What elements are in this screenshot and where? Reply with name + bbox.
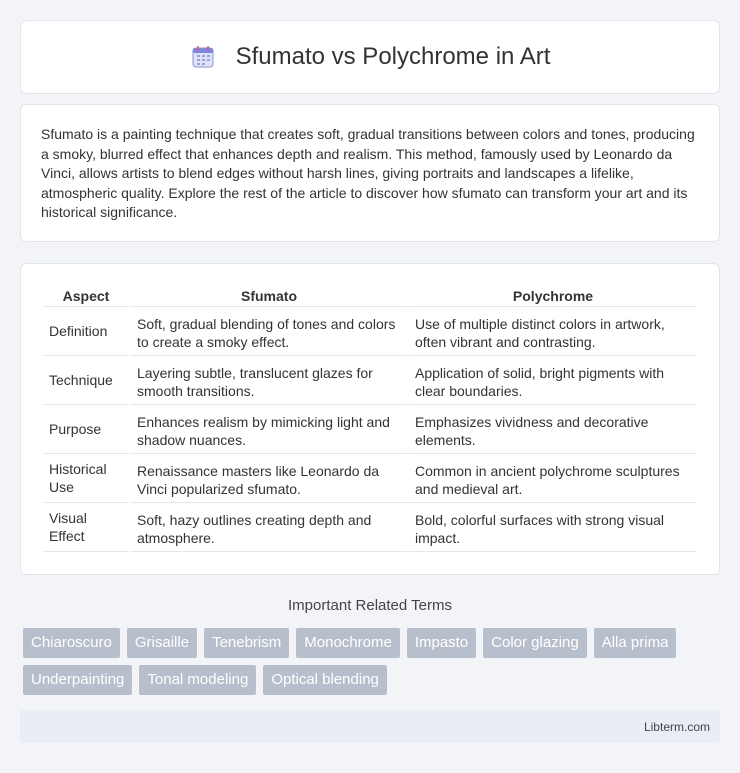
table-row	[43, 503, 697, 552]
table-row	[43, 454, 697, 503]
cell-aspect: Visual Effect	[43, 503, 129, 552]
tag-impasto[interactable]: Impasto	[407, 628, 476, 658]
cell-aspect: Purpose	[43, 405, 129, 454]
cell-polychrome: Use of multiple distinct colors in artwork, often vibrant and contrasting.	[409, 307, 697, 356]
table-row	[43, 307, 697, 356]
tag-monochrome[interactable]: Monochrome	[296, 628, 400, 658]
tag-tonal-modeling[interactable]: Tonal modeling	[139, 665, 256, 695]
cell-polychrome: Application of solid, bright pigments with clear boundaries.	[409, 356, 697, 405]
cell-polychrome: Common in ancient polychrome sculptures and medieval art.	[409, 454, 697, 503]
header-aspect: Aspect	[43, 284, 129, 307]
table-row	[43, 356, 697, 405]
tag-underpainting[interactable]: Underpainting	[23, 665, 132, 695]
cell-aspect: Historical Use	[43, 454, 129, 503]
related-terms-title: Important Related Terms	[288, 597, 452, 614]
cell-sfumato: Renaissance masters like Leonardo da Vinci popularized sfumato.	[131, 454, 407, 503]
intro-card	[20, 104, 720, 242]
header-sfumato: Sfumato	[131, 284, 407, 307]
cell-polychrome: Bold, colorful surfaces with strong visual impact.	[409, 503, 697, 552]
cell-sfumato: Soft, gradual blending of tones and colors to create a smoky effect.	[131, 307, 407, 356]
tag-optical-blending[interactable]: Optical blending	[263, 665, 387, 695]
cell-sfumato: Soft, hazy outlines creating depth and atmosphere.	[131, 503, 407, 552]
footer	[20, 710, 720, 743]
comparison-table	[41, 284, 699, 552]
related-terms-tags	[23, 628, 723, 695]
cell-polychrome: Emphasizes vividness and decorative elements.	[409, 405, 697, 454]
footer-site-link[interactable]: Libterm.com	[643, 719, 710, 734]
tag-grisaille[interactable]: Grisaille	[127, 628, 197, 658]
cell-sfumato: Enhances realism by mimicking light and shadow nuances.	[131, 405, 407, 454]
page-title: Sfumato vs Polychrome in Art	[235, 43, 551, 70]
comparison-table-card	[20, 263, 720, 575]
cell-aspect: Definition	[43, 307, 129, 356]
tag-alla-prima[interactable]: Alla prima	[594, 628, 677, 658]
intro-paragraph: Sfumato is a painting technique that creates soft, gradual transitions between colors and tones, producing a smoky, blurred effect that enhances depth and realism. This method, famously used by Leonardo da Vinci, allows artists to blend edges without harsh lines, giving portraits and landscapes a lifelike, atmospheric quality. Explore the rest of the article to discover how sfumato can transform your art and its historical significance.	[41, 126, 695, 220]
table-row	[43, 405, 697, 454]
tag-chiaroscuro[interactable]: Chiaroscuro	[23, 628, 120, 658]
calendar-icon	[190, 44, 216, 70]
cell-sfumato: Layering subtle, translucent glazes for smooth transitions.	[131, 356, 407, 405]
header-card	[20, 20, 720, 94]
table-header-row	[43, 284, 697, 307]
tag-color-glazing[interactable]: Color glazing	[483, 628, 587, 658]
tag-tenebrism[interactable]: Tenebrism	[204, 628, 289, 658]
cell-aspect: Technique	[43, 356, 129, 405]
header-polychrome: Polychrome	[409, 284, 697, 307]
